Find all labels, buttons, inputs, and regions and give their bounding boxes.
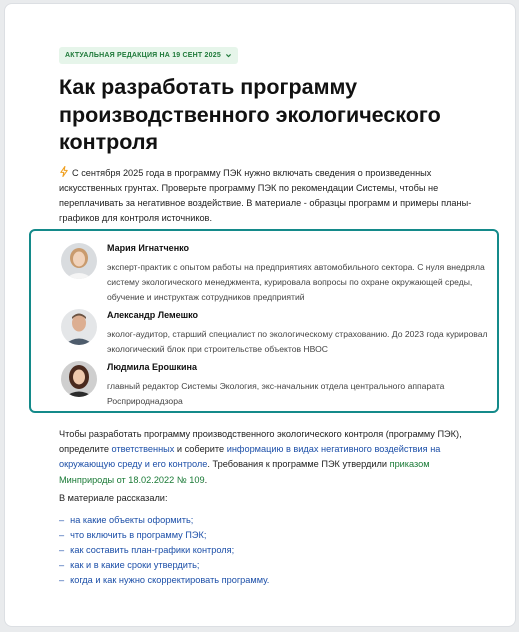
avatar bbox=[61, 309, 97, 345]
impact-info-link[interactable]: информацию в видах негативного воздействия на окружающую среду и его контроле bbox=[59, 444, 441, 470]
edition-badge-label: АКТУАЛЬНАЯ РЕДАКЦИЯ НА 19 СЕНТ 2025 bbox=[65, 52, 221, 59]
expert-name: Александр Лемешко bbox=[107, 310, 199, 320]
expert-description: эколог-аудитор, старший специалист по экологическому страхованию. До 2023 года курировал экологический блок при строительстве объектов НВОС bbox=[107, 329, 488, 354]
expert-name: Людмила Ерошкина bbox=[107, 362, 197, 372]
order-link[interactable]: приказом Минприроды от 18.02.2022 № 109 bbox=[59, 459, 430, 485]
toc-list bbox=[59, 513, 269, 588]
avatar bbox=[61, 243, 97, 279]
toc-item[interactable]: – как составить план-графики контроля; bbox=[59, 545, 235, 555]
intro-paragraph bbox=[59, 427, 479, 488]
chevron-down-icon bbox=[225, 52, 232, 59]
toc-heading: В материале рассказали: bbox=[59, 493, 168, 503]
toc-item[interactable]: – когда и как нужно скорректировать программу. bbox=[59, 575, 270, 585]
expert-description: эксперт-практик с опытом работы на предприятиях автомобильного сектора. С нуля внедряла систему экологического менеджмента, курировала вопросы по охране окружающей среды, обучение и инструктаж сотрудников предприятий bbox=[107, 262, 485, 302]
article-card bbox=[4, 3, 516, 627]
intro-text-3: . Требования к программе ПЭК утвердили bbox=[207, 459, 390, 470]
lead-text: С сентября 2025 года в программу ПЭК нужно включать сведения о произведенных искусственных грунтах. Проверьте программу ПЭК по рекомендации Системы, чтобы не переплачивать за негативное воздействие. В материале - образцы программ и примеры планы-графиков для контроля источников. bbox=[59, 168, 472, 223]
intro-text-2: и соберите bbox=[174, 444, 227, 455]
expert-name: Мария Игнатченко bbox=[107, 243, 190, 253]
intro-text-4: . bbox=[204, 474, 208, 485]
experts-box bbox=[29, 229, 499, 413]
lightning-icon bbox=[59, 166, 69, 177]
page-title: Как разработать программу производственного экологического контроля bbox=[59, 75, 441, 154]
intro-text-1: Чтобы разработать программу производственного экологического контроля (программу ПЭК), определите bbox=[59, 429, 462, 455]
responsible-link[interactable]: ответственных bbox=[111, 444, 175, 455]
lead-paragraph bbox=[59, 166, 479, 226]
expert-description: главный редактор Системы Экология, экс-начальник отдела центрального аппарата Росприроднадзора bbox=[107, 381, 445, 406]
toc-item[interactable]: – как и в какие сроки утвердить; bbox=[59, 560, 200, 570]
toc-item[interactable]: – что включить в программу ПЭК; bbox=[59, 530, 207, 540]
toc-item[interactable]: – на какие объекты оформить; bbox=[59, 515, 194, 525]
avatar bbox=[61, 361, 97, 397]
edition-badge[interactable] bbox=[59, 47, 238, 64]
